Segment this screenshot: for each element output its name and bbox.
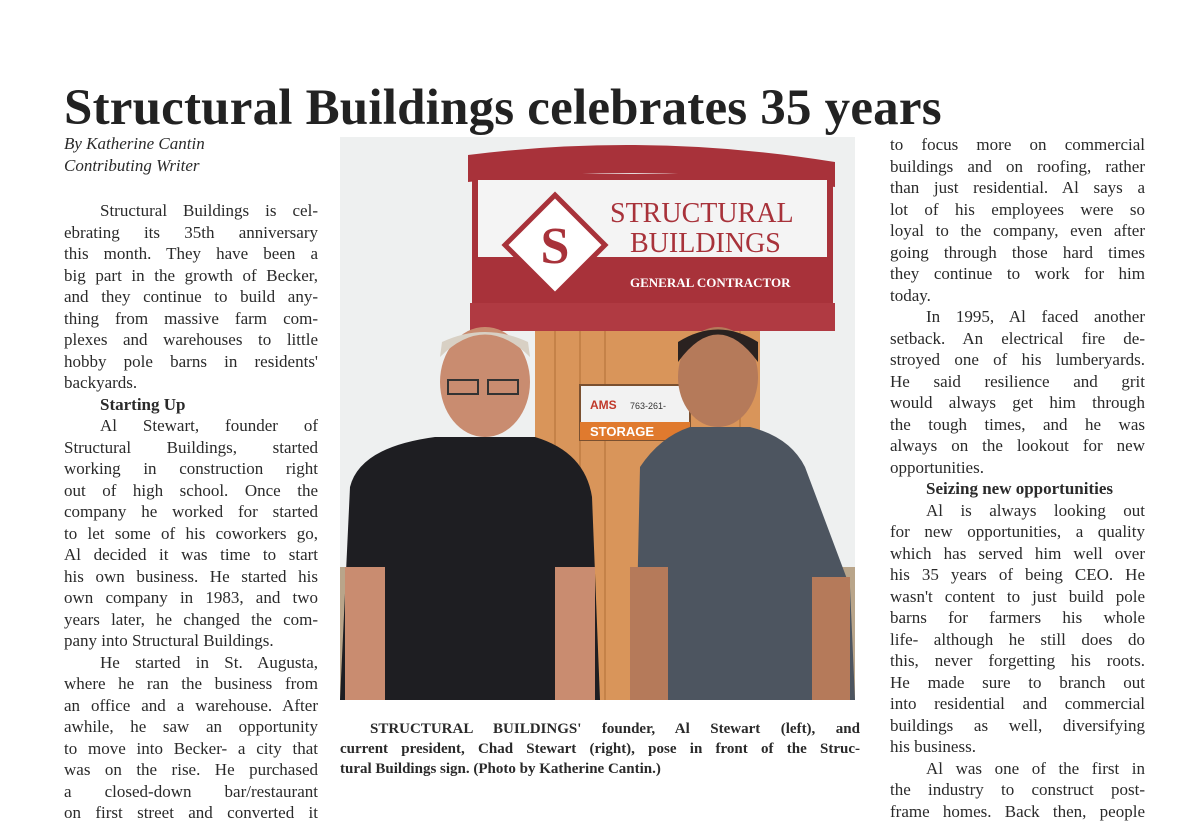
- paragraph-line: out of high school. Once the: [64, 480, 318, 500]
- paragraph-line: barns for farmers his whole: [890, 608, 1145, 627]
- storage-label: STORAGE: [590, 424, 655, 439]
- byline: [64, 133, 205, 177]
- paragraph-line: into residential and commercial: [890, 694, 1145, 713]
- paragraph-line: ebrating its 35th anniversary: [64, 222, 318, 242]
- paragraph-line: loyal to the company, even after: [890, 221, 1145, 240]
- paragraph-line: stroyed one of his lumberyards.: [890, 350, 1145, 369]
- paragraph-line: to move into Becker- a city that: [64, 738, 318, 758]
- paragraph-line: going through those hard times: [890, 242, 1145, 262]
- paragraph-line: was on the rise. He purchased: [64, 760, 318, 779]
- paragraph-line: life- although he still does do: [890, 629, 1145, 649]
- storage-sign-text: AMS: [590, 398, 617, 412]
- paragraph-line: today.: [890, 285, 931, 305]
- paragraph-line: for new opportunities, a quality: [890, 522, 1145, 541]
- paragraph-line: his own business. He started his: [64, 566, 318, 586]
- paragraph-line: backyards.: [64, 373, 138, 392]
- sign-text-2: BUILDINGS: [630, 228, 781, 259]
- paragraph-line: always on the lookout for new: [890, 436, 1145, 455]
- paragraph-line: a closed-down bar/restaurant: [64, 781, 318, 801]
- paragraph-line: big part in the growth of Becker,: [64, 265, 318, 285]
- paragraph-line: Al is always looking out: [926, 500, 1145, 520]
- storage-phone: 763-261-: [630, 401, 667, 411]
- paragraph-line: He said resilience and grit: [890, 371, 1145, 391]
- paragraph-line: his business.: [890, 737, 976, 756]
- article-column-right: [890, 134, 1145, 822]
- article-column-left: [64, 200, 318, 824]
- paragraph-line: this, never forgetting his roots.: [890, 651, 1145, 670]
- paragraph-line: He started in St. Augusta,: [100, 652, 318, 672]
- paragraph-line: than just residential. Al says a: [890, 178, 1145, 197]
- paragraph-line: Structural Buildings is cel-: [100, 201, 318, 220]
- paragraph-line: He made sure to branch out: [890, 672, 1145, 692]
- paragraph-line: working in construction right: [64, 459, 318, 478]
- paragraph-line: opportunities.: [890, 457, 984, 477]
- paragraph-line: years later, he changed the com-: [64, 609, 318, 629]
- paragraph-line: Structural Buildings, started: [64, 437, 318, 457]
- section-heading: Starting Up: [100, 394, 186, 414]
- caption-line: STRUCTURAL BUILDINGS' founder, Al Stewart (left), and: [370, 721, 860, 737]
- paragraph-line: awhile, he saw an opportunity: [64, 717, 318, 736]
- paragraph-line: buildings as well, diversifying: [890, 715, 1145, 735]
- paragraph-line: Al decided it was time to start: [64, 545, 318, 564]
- paragraph-line: lot of his employees were so: [890, 199, 1145, 219]
- article-photo: [340, 137, 855, 700]
- paragraph-line: pany into Structural Buildings.: [64, 631, 274, 650]
- paragraph-line: the tough times, and he was: [890, 414, 1145, 434]
- photo-caption: [340, 719, 860, 779]
- paragraph-line: setback. An electrical fire de-: [890, 328, 1145, 348]
- paragraph-line: Al Stewart, founder of: [100, 416, 318, 435]
- paragraph-line: company he worked for started: [64, 502, 318, 521]
- author-role: Contributing Writer: [64, 156, 200, 175]
- paragraph-line: to let some of his coworkers go,: [64, 523, 318, 543]
- paragraph-line: this month. They have been a: [64, 244, 318, 263]
- caption-line: tural Buildings sign. (Photo by Katherine Cantin.): [340, 761, 661, 777]
- caption-line: current president, Chad Stewart (right), pose in front of the Struc-: [340, 741, 860, 757]
- section-heading: Seizing new opportunities: [926, 479, 1114, 498]
- paragraph-line: they continue to work for him: [890, 264, 1145, 283]
- paragraph-line: to focus more on commercial: [890, 135, 1145, 154]
- paragraph-line: his 35 years of being CEO. He: [890, 565, 1145, 584]
- photo-image: [340, 137, 855, 700]
- paragraph-line: would always get him through: [890, 393, 1145, 412]
- paragraph-line: buildings and on roofing, rather: [890, 156, 1145, 176]
- paragraph-line: Al was one of the first in: [926, 758, 1145, 778]
- sign-text-1: STRUCTURAL: [610, 198, 794, 229]
- paragraph-line: wasn't content to just build pole: [890, 586, 1145, 606]
- paragraph-line: frame homes. Back then, people: [890, 801, 1145, 821]
- paragraph-line: an office and a warehouse. After: [64, 695, 318, 715]
- paragraph-line: own company in 1983, and two: [64, 588, 318, 607]
- author-name: By Katherine Cantin: [64, 134, 205, 153]
- paragraph-line: plexes and warehouses to little: [64, 330, 318, 349]
- paragraph-line: thing from massive farm com-: [64, 308, 318, 328]
- article-title: Structural Buildings celebrates 35 years: [64, 80, 942, 137]
- paragraph-line: on first street and converted it: [64, 803, 318, 822]
- paragraph-line: the industry to construct post-: [890, 780, 1145, 799]
- paragraph-line: which has served him well over: [890, 543, 1145, 563]
- paragraph-line: hobby pole barns in residents': [64, 351, 318, 371]
- sign-logo: S: [540, 218, 570, 275]
- paragraph-line: where he ran the business from: [64, 674, 318, 693]
- paragraph-line: In 1995, Al faced another: [926, 307, 1145, 326]
- paragraph-line: and they continue to build any-: [64, 287, 318, 306]
- sign-text-3: GENERAL CONTRACTOR: [630, 275, 791, 290]
